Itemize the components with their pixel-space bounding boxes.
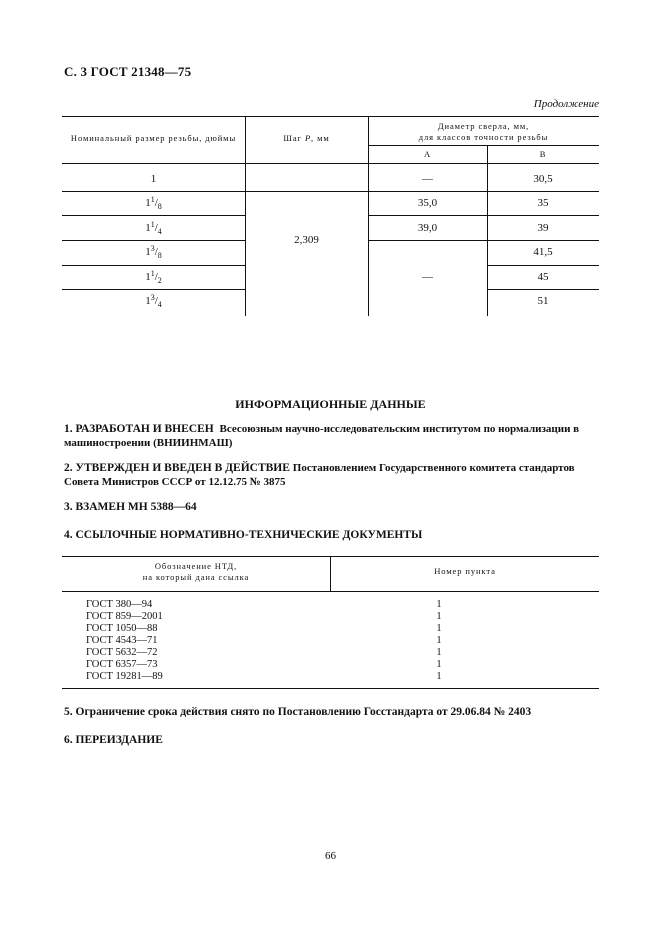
col-pitch-header: Шаг P, мм xyxy=(283,133,330,143)
page-number: 66 xyxy=(325,850,336,862)
thread-table xyxy=(62,116,599,316)
diam-b-cell: 45 xyxy=(537,271,549,283)
table-row: ГОСТ 859—2001 1 xyxy=(86,611,442,622)
table-border-bottom xyxy=(62,688,599,689)
row-line xyxy=(368,240,599,241)
diam-b-cell: 41,5 xyxy=(533,246,553,258)
size-cell: $1^1/_4$ xyxy=(145,220,162,236)
col-item-header: Номер пункта xyxy=(434,566,496,576)
info-item-1: 1. РАЗРАБОТАН И ВНЕСЕН Всесоюзным научно-исследовательским институтом по нормализации в машиностроении (ВНИИНМАШ) xyxy=(64,423,580,449)
column-divider xyxy=(368,116,369,316)
diam-b-cell: 39 xyxy=(537,222,549,234)
col-b-header: В xyxy=(539,149,547,159)
table-row: ГОСТ 6357—73 1 xyxy=(86,659,442,670)
continuation-label: Продолжение xyxy=(533,98,599,110)
row-line xyxy=(368,215,599,216)
size-cell: $1^3/_8$ xyxy=(145,244,162,260)
info-item-4: 4. ССЫЛОЧНЫЕ НОРМАТИВНО-ТЕХНИЧЕСКИЕ ДОКУМЕНТЫ xyxy=(64,529,423,541)
table-row: ГОСТ 5632—72 1 xyxy=(86,647,442,658)
table-subheader-line xyxy=(368,145,599,146)
table-row: ГОСТ 380—94 1 xyxy=(86,599,442,610)
diam-b-cell: 35 xyxy=(537,197,549,209)
diam-b-cell: 30,5 xyxy=(533,173,553,185)
table-header-line xyxy=(62,163,599,164)
table-border-top xyxy=(62,116,599,117)
table-header-line-double xyxy=(62,191,599,192)
reference-table xyxy=(62,556,599,692)
size-cell: 1 xyxy=(150,173,157,185)
row-line xyxy=(62,289,245,290)
col-a-header: А xyxy=(423,149,432,159)
table-row: ГОСТ 4543—71 1 xyxy=(86,635,442,646)
pitch-value: 2,309 xyxy=(294,234,319,246)
table-row: ГОСТ 1050—88 1 xyxy=(86,623,442,634)
page-header: С. 3 ГОСТ 21348—75 xyxy=(64,64,192,79)
diam-a-cell: 35,0 xyxy=(417,197,438,209)
size-cell: $1^1/_8$ xyxy=(145,195,162,211)
column-divider xyxy=(245,116,246,316)
diam-a-cell: — xyxy=(422,173,433,185)
row-line xyxy=(62,215,245,216)
col-diam-header: Диаметр сверла, мм, для классов точности резьбы xyxy=(418,121,549,142)
diam-a-merged-cell: — xyxy=(422,271,433,283)
row-line xyxy=(62,265,245,266)
row-line xyxy=(62,240,245,241)
row-line xyxy=(487,289,599,290)
info-item-6: 6. ПЕРЕИЗДАНИЕ xyxy=(64,734,163,746)
col-size-header: Номинальный размер резьбы, дюймы xyxy=(70,133,237,143)
info-title: ИНФОРМАЦИОННЫЕ ДАННЫЕ xyxy=(235,397,426,411)
diam-a-cell: 39,0 xyxy=(417,222,438,234)
diam-b-cell: 51 xyxy=(537,295,549,307)
col-ntd-header: Обозначение НТД, на который дана ссылка xyxy=(142,561,250,582)
table-row: ГОСТ 19281—89 1 xyxy=(86,671,442,682)
size-cell: $1^1/_2$ xyxy=(145,269,162,285)
info-item-5: 5. Ограничение срока действия снято по Постановлению Госстандарта от 29.06.84 № 2403 xyxy=(64,706,532,718)
size-cell: $1^3/_4$ xyxy=(145,293,162,309)
row-line xyxy=(487,265,599,266)
info-item-2: 2. УТВЕРЖДЕН И ВВЕДЕН В ДЕЙСТВИЕ Постановлением Государственного комитета стандартов Совета Министров СССР от 12.12.75 № 3875 xyxy=(64,462,575,488)
info-item-3: 3. ВЗАМЕН МН 5388—64 xyxy=(64,501,197,513)
